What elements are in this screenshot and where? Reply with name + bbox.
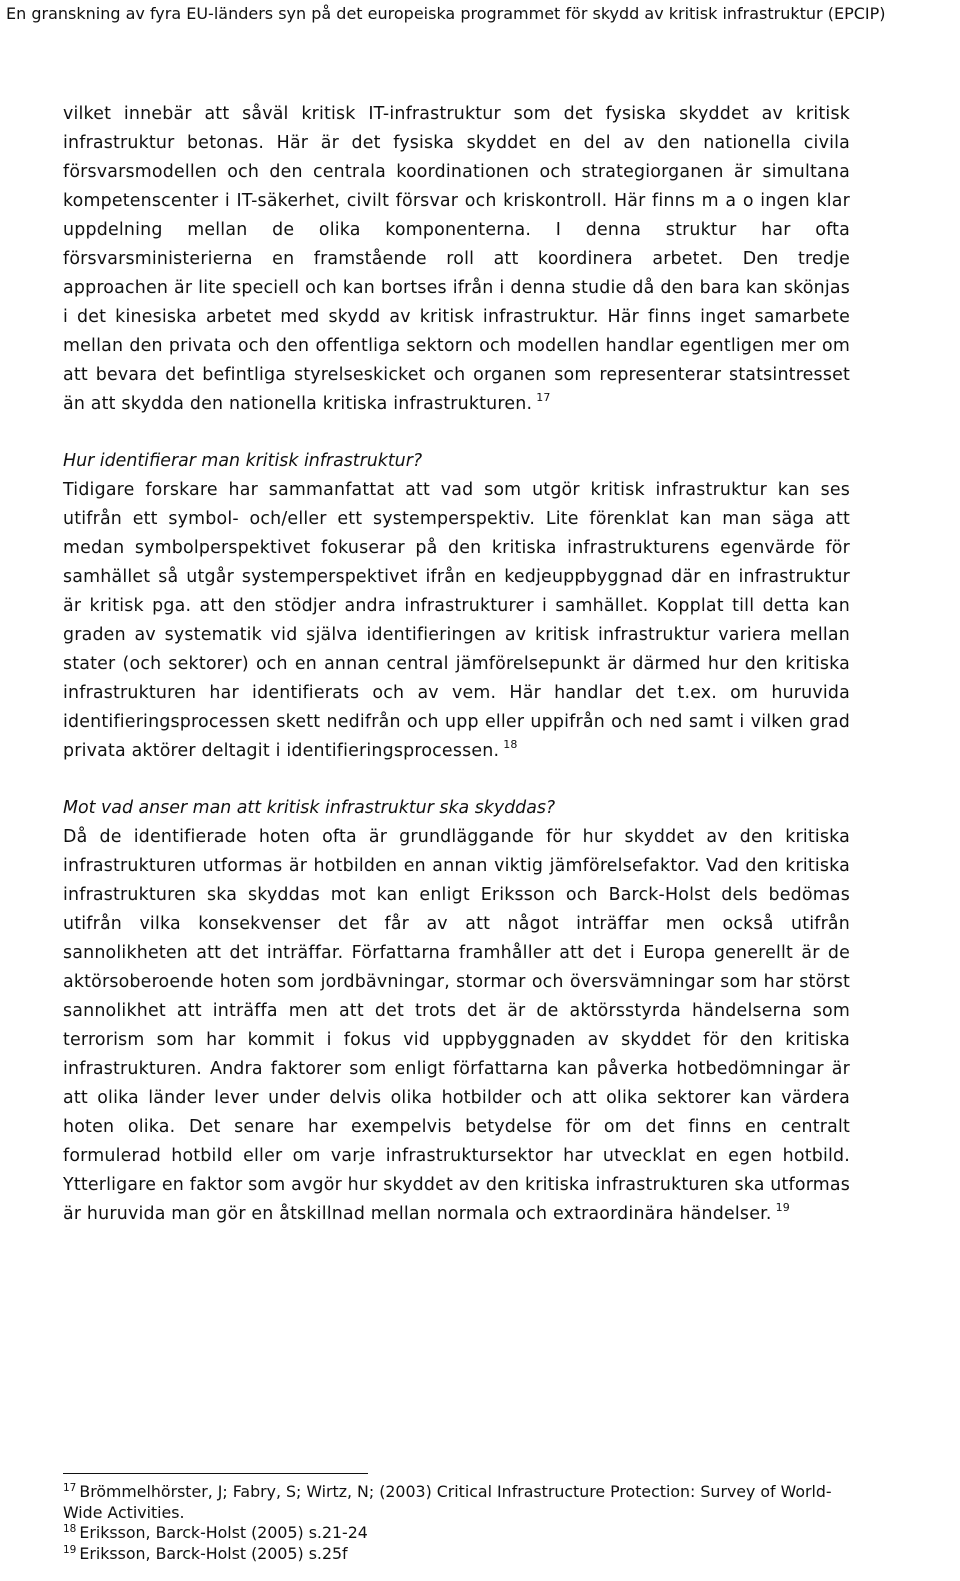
footnote-17 [63,1482,853,1523]
footnote-text: Eriksson, Barck-Holst (2005) s.25f [79,1543,348,1563]
footnote-divider [63,1473,368,1474]
footnote-text: Eriksson, Barck-Holst (2005) s.21-24 [79,1523,368,1542]
footnotes [63,1473,853,1564]
running-header: En granskning av fyra EU-länders syn på det europeiska programmet för skydd av kritisk infrastruktur (EPCIP) [6,4,886,23]
footnote-18 [63,1523,853,1544]
footnote-ref-19[interactable]: 19 [775,1201,790,1214]
document-body [63,100,850,1229]
paragraph-3 [63,823,850,1229]
footnote-ref-18[interactable]: 18 [503,738,518,751]
footnote-number: 17 [63,1482,77,1494]
footnote-text: Brömmelhörster, J; Fabry, S; Wirtz, N; (2003) Critical Infrastructure Protection: Survey of World-Wide Activities. [63,1482,832,1522]
footnote-number: 18 [63,1523,77,1535]
paragraph-1 [63,100,850,419]
paragraph-1-text: vilket innebär att såväl kritisk IT-infrastruktur som det fysiska skyddet av kritisk infrastruktur betonas. Här är det fysiska skyddet en del av den nationella civila försvarsmodellen och den centrala koordinationen och strategiorganen är simultana kompetenscenter i IT-säkerhet, civilt försvar och kriskontroll. Här finns m a o ingen klar uppdelning mellan de olika komponenterna. I denna struktur har ofta försvarsministerierna en framstående roll att koordinera arbetet. Den tredje approachen är lite speciell och kan bortses ifrån i denna studie då den bara kan skönjas i det kinesiska arbetet med skydd av kritisk infrastruktur. Här finns inget samarbete mellan den privata och den offentliga sektorn och modellen handlar egentligen mer om att bevara det befintliga styrelseskicket och organen som representerar statsintresset än att skydda den nationella kritiska infrastrukturen. [63,104,850,414]
section-heading-threats: Mot vad anser man att kritisk infrastruktur ska skyddas? [63,798,556,818]
footnote-19 [63,1544,853,1565]
paragraph-3-text: Då de identifierade hoten ofta är grundläggande för hur skyddet av den kritiska infrastrukturen utformas är hotbilden en annan viktig jämförelsefaktor. Vad den kritiska infrastrukturen ska skyddas mot kan enligt Eriksson och Barck-Holst dels bedömas utifrån vilka konsekvenser det får av att något inträffar men också utifrån sannolikheten att det inträffar. Författarna framhåller att det i Europa generellt är de aktörsoberoende hoten som jordbävningar, stormar och översvämningar som har störst sannolikhet att inträffa men att det trots det är de aktörsstyrda händelserna som terrorism som har kommit i fokus vid uppbyggnaden av skyddet för den kritiska infrastrukturen. Andra faktorer som enligt författarna kan påverka hotbedömningar är att olika länder lever under delvis olika hotbilder och att olika sektorer kan värdera hoten olika. Det senare har exempelvis betydelse för om det finns en centralt formulerad hotbild eller om varje infrastruktursektor har utvecklat en egen hotbild. Ytterligare en faktor som avgör hur skyddet av den kritiska infrastrukturen ska utformas är huruvida man gör en åtskillnad mellan normala och extraordinära händelser. [63,827,850,1224]
footnote-ref-17[interactable]: 17 [536,391,551,404]
footnote-number: 19 [63,1543,77,1556]
paragraph-2-text: Tidigare forskare har sammanfattat att vad som utgör kritisk infrastruktur kan ses utifrån ett symbol- och/eller ett systemperspektiv. Lite förenklat kan man säga att medan symbolperspektivet fokuserar på den kritiska infrastrukturens egenvärde för samhället så utgår systemperspektivet ifrån en kedjeuppbyggnad där en infrastruktur är kritisk pga. att den stödjer andra infrastrukturer i samhället. Kopplat till detta kan graden av systematik vid själva identifieringen av kritisk infrastruktur variera mellan stater (och sektorer) och en annan central jämförelsepunkt är därmed hur den kritiska infrastrukturen har identifierats och av vem. Här handlar det t.ex. om huruvida identifieringsprocessen skett nedifrån och upp eller uppifrån och ned samt i vilken grad privata aktörer deltagit i identifieringsprocessen. [63,480,850,761]
section-heading-identification: Hur identifierar man kritisk infrastruktur? [63,451,423,471]
paragraph-2 [63,476,850,766]
